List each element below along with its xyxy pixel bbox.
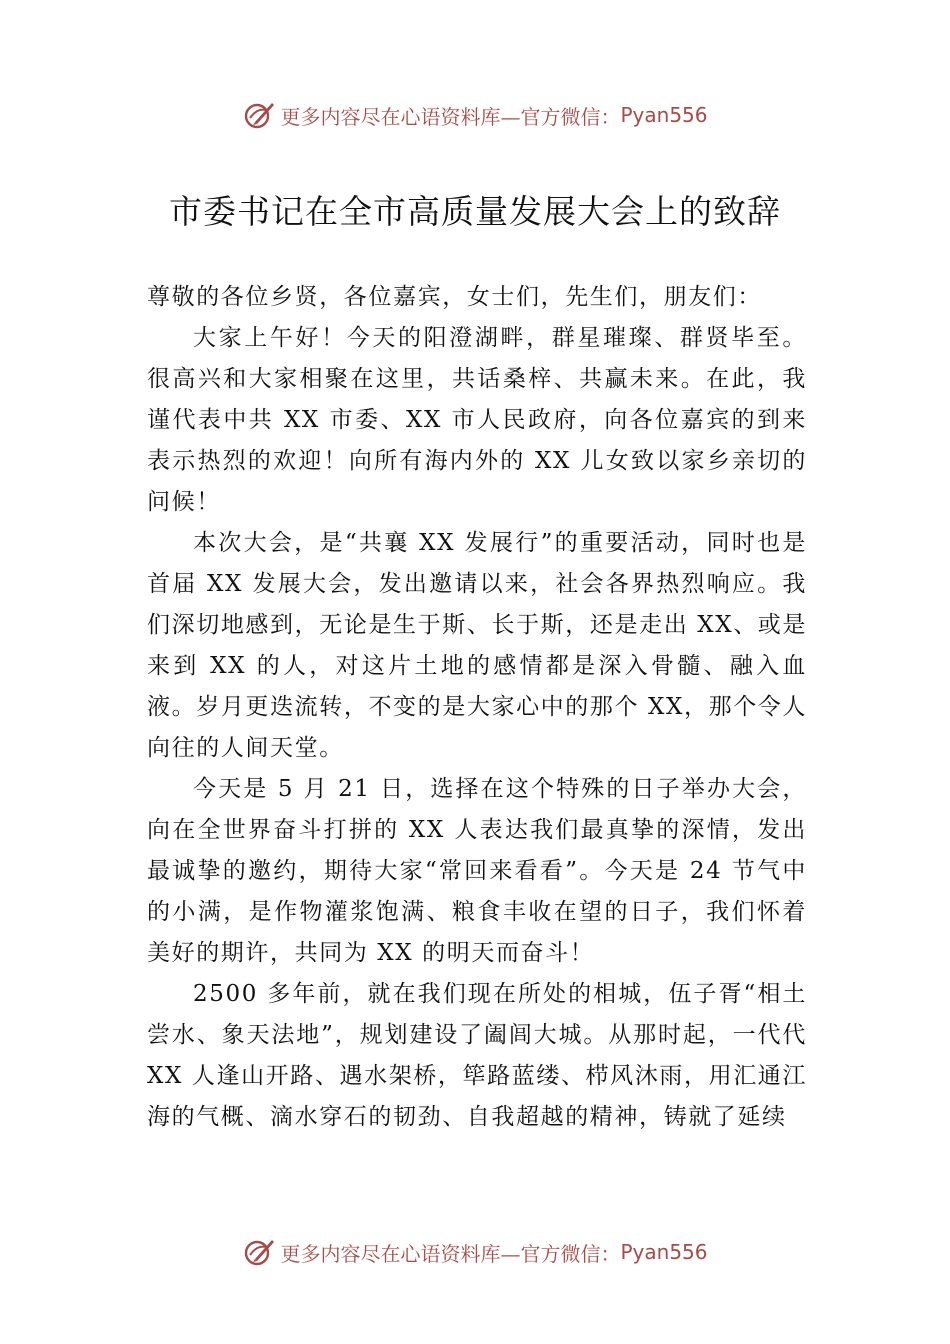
pen-logo-icon [242,98,276,132]
paragraph: 2500 多年前，就在我们现在所处的相城，伍子胥“相土尝水、象天法地”，规划建设了阖闾大城。从那时起，一代代 XX 人逢山开路、遇水架桥，筚路蓝缕、栉风沐雨，用汇通江海的气概、滴水穿石的韧劲、自我超越的精神，铸就了延续 [147,981,807,1130]
banner-wechat-id: Pyan556 [620,1240,708,1264]
footer-banner [0,1230,950,1274]
pen-logo-icon [242,1235,276,1269]
paragraph: 本次大会，是“共襄 XX 发展行”的重要活动，同时也是首届 XX 发展大会，发出邀请以来，社会各界热烈响应。我们深切地感到，无论是生于斯、长于斯，还是走出 XX、或是来到 XX 的人，对这片土地的感情都是深入骨髓、融入血液。岁月更迭流转，不变的是大家心中的那个 XX，那个令人向往的人间天堂。 [147,530,807,761]
header-banner [0,93,950,137]
document-body [147,277,807,1138]
paragraph: 今天是 5 月 21 日，选择在这个特殊的日子举办大会，向在全世界奋斗打拼的 XX 人表达我们最真挚的深情，发出最诚挚的邀约，期待大家“常回来看看”。今天是 24 节气中的小满，是作物灌浆饱满、粮食丰收在望的日子，我们怀着美好的期许，共同为 XX 的明天而奋斗！ [147,776,807,966]
document-title: 市委书记在全市高质量发展大会上的致辞 [169,192,781,231]
banner-wechat-id: Pyan556 [620,103,708,127]
banner-slogan: 更多内容尽在心语资料库—官方微信： [280,1241,621,1266]
banner-slogan: 更多内容尽在心语资料库—官方微信： [280,104,621,129]
salutation: 尊敬的各位乡贤，各位嘉宾，女士们，先生们，朋友们： [147,284,762,310]
paragraph: 大家上午好！今天的阳澄湖畔，群星璀璨、群贤毕至。很高兴和大家相聚在这里，共话桑梓、共赢未来。在此，我谨代表中共 XX 市委、XX 市人民政府，向各位嘉宾的到来表示热烈的欢迎！向所有海内外的 XX 儿女致以家乡亲切的问候！ [147,325,807,515]
